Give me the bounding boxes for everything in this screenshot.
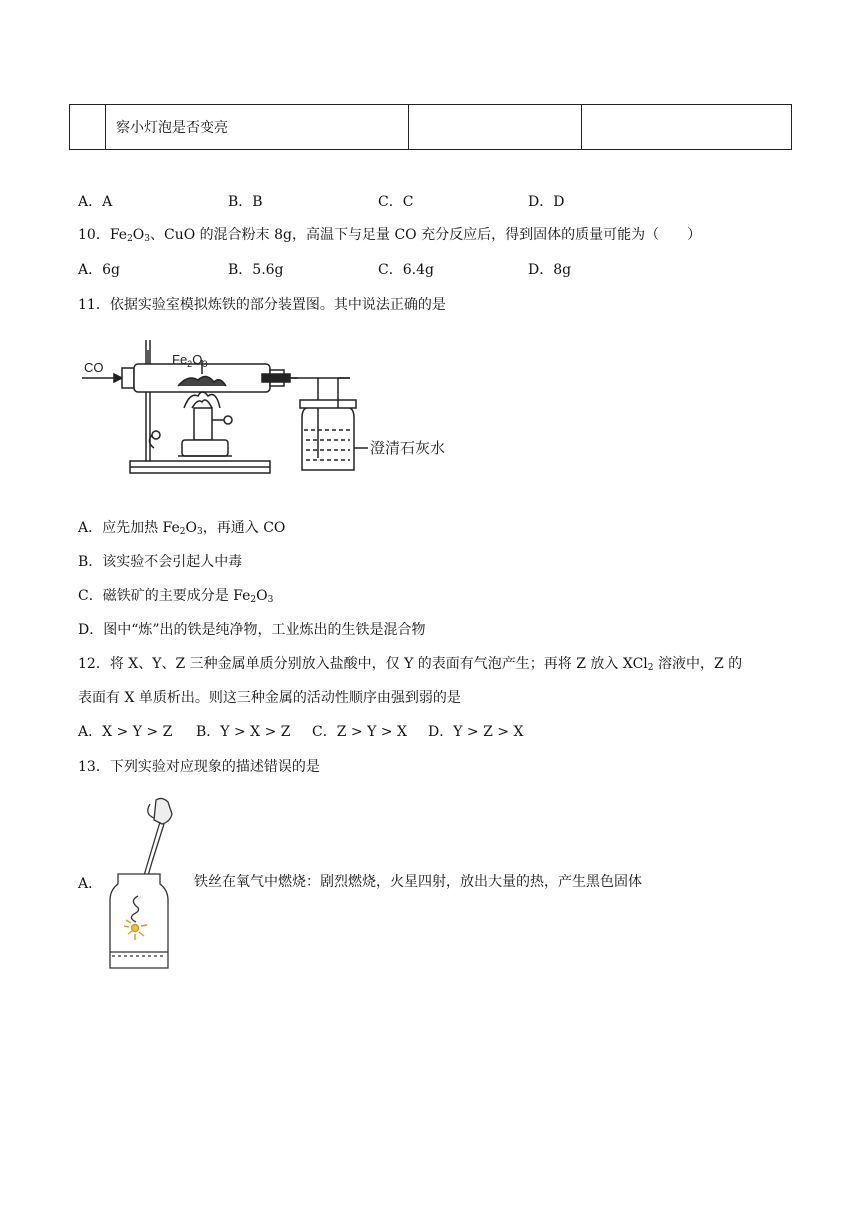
table-cell-2: 察小灯泡是否变亮 bbox=[106, 105, 409, 150]
q9-option-c: C．C bbox=[378, 194, 414, 210]
q12-stem-line1: 12．将 X、Y、Z 三种金属单质分别放入盐酸中，仅 Y 的表面有气泡产生；再将 Z 放入 XCl$_2$ 溶液中，Z 的 bbox=[78, 656, 743, 673]
q10-option-a: A．6g bbox=[78, 262, 120, 278]
table-cell-3 bbox=[409, 105, 582, 150]
q10-stem: 10．$Fe_2O_3$、CuO 的混合粉末 8g，高温下与足量 CO 充分反应后，得到固体的质量可能为（ ） bbox=[78, 227, 702, 244]
table-cell-4 bbox=[582, 105, 792, 150]
q11-option-d: D．图中“炼”出的铁是纯净物，工业炼出的生铁是混合物 bbox=[78, 622, 426, 638]
q10-option-d: D．8g bbox=[528, 262, 572, 278]
q13-option-a-label: A． bbox=[78, 876, 103, 892]
q13-option-a-text: 铁丝在氧气中燃烧：剧烈燃烧，火星四射，放出大量的热，产生黑色固体 bbox=[194, 874, 642, 890]
q11-option-a: A．应先加热 $Fe_2O_3$，再通入 CO bbox=[78, 520, 286, 537]
q12-option-d: D．Y > Z > X bbox=[428, 724, 524, 740]
q11-option-c: C．磁铁矿的主要成分是 $Fe_2O_3$ bbox=[78, 588, 274, 605]
q12-option-b: B．Y > X > Z bbox=[196, 724, 291, 740]
q13-stem: 13．下列实验对应现象的描述错误的是 bbox=[78, 759, 320, 775]
iron-smelting-apparatus-figure bbox=[78, 330, 450, 480]
q11-option-b: B．该实验不会引起人中毒 bbox=[78, 554, 243, 570]
fe2o3-label: $Fe_2O_3$ bbox=[172, 352, 208, 369]
co-label: CO bbox=[84, 360, 104, 375]
q12-option-a: A．X > Y > Z bbox=[78, 724, 173, 740]
q12-option-c: C．Z > Y > X bbox=[312, 724, 407, 740]
table-cell-1 bbox=[70, 105, 106, 150]
q10-option-b: B．5.6g bbox=[228, 262, 284, 278]
q9-option-b: B．B bbox=[228, 194, 263, 210]
limewater-label: 澄清石灰水 bbox=[370, 439, 446, 457]
q9-option-a: A．A bbox=[78, 194, 113, 210]
q10-option-c: C．6.4g bbox=[378, 262, 434, 278]
experiment-table-row bbox=[69, 104, 792, 150]
q9-option-d: D．D bbox=[528, 194, 565, 210]
q11-stem: 11．依据实验室模拟炼铁的部分装置图。其中说法正确的是 bbox=[78, 297, 446, 313]
q12-stem-line2: 表面有 X 单质析出。则这三种金属的活动性顺序由强到弱的是 bbox=[78, 690, 461, 706]
iron-wire-combustion-figure bbox=[104, 792, 184, 972]
